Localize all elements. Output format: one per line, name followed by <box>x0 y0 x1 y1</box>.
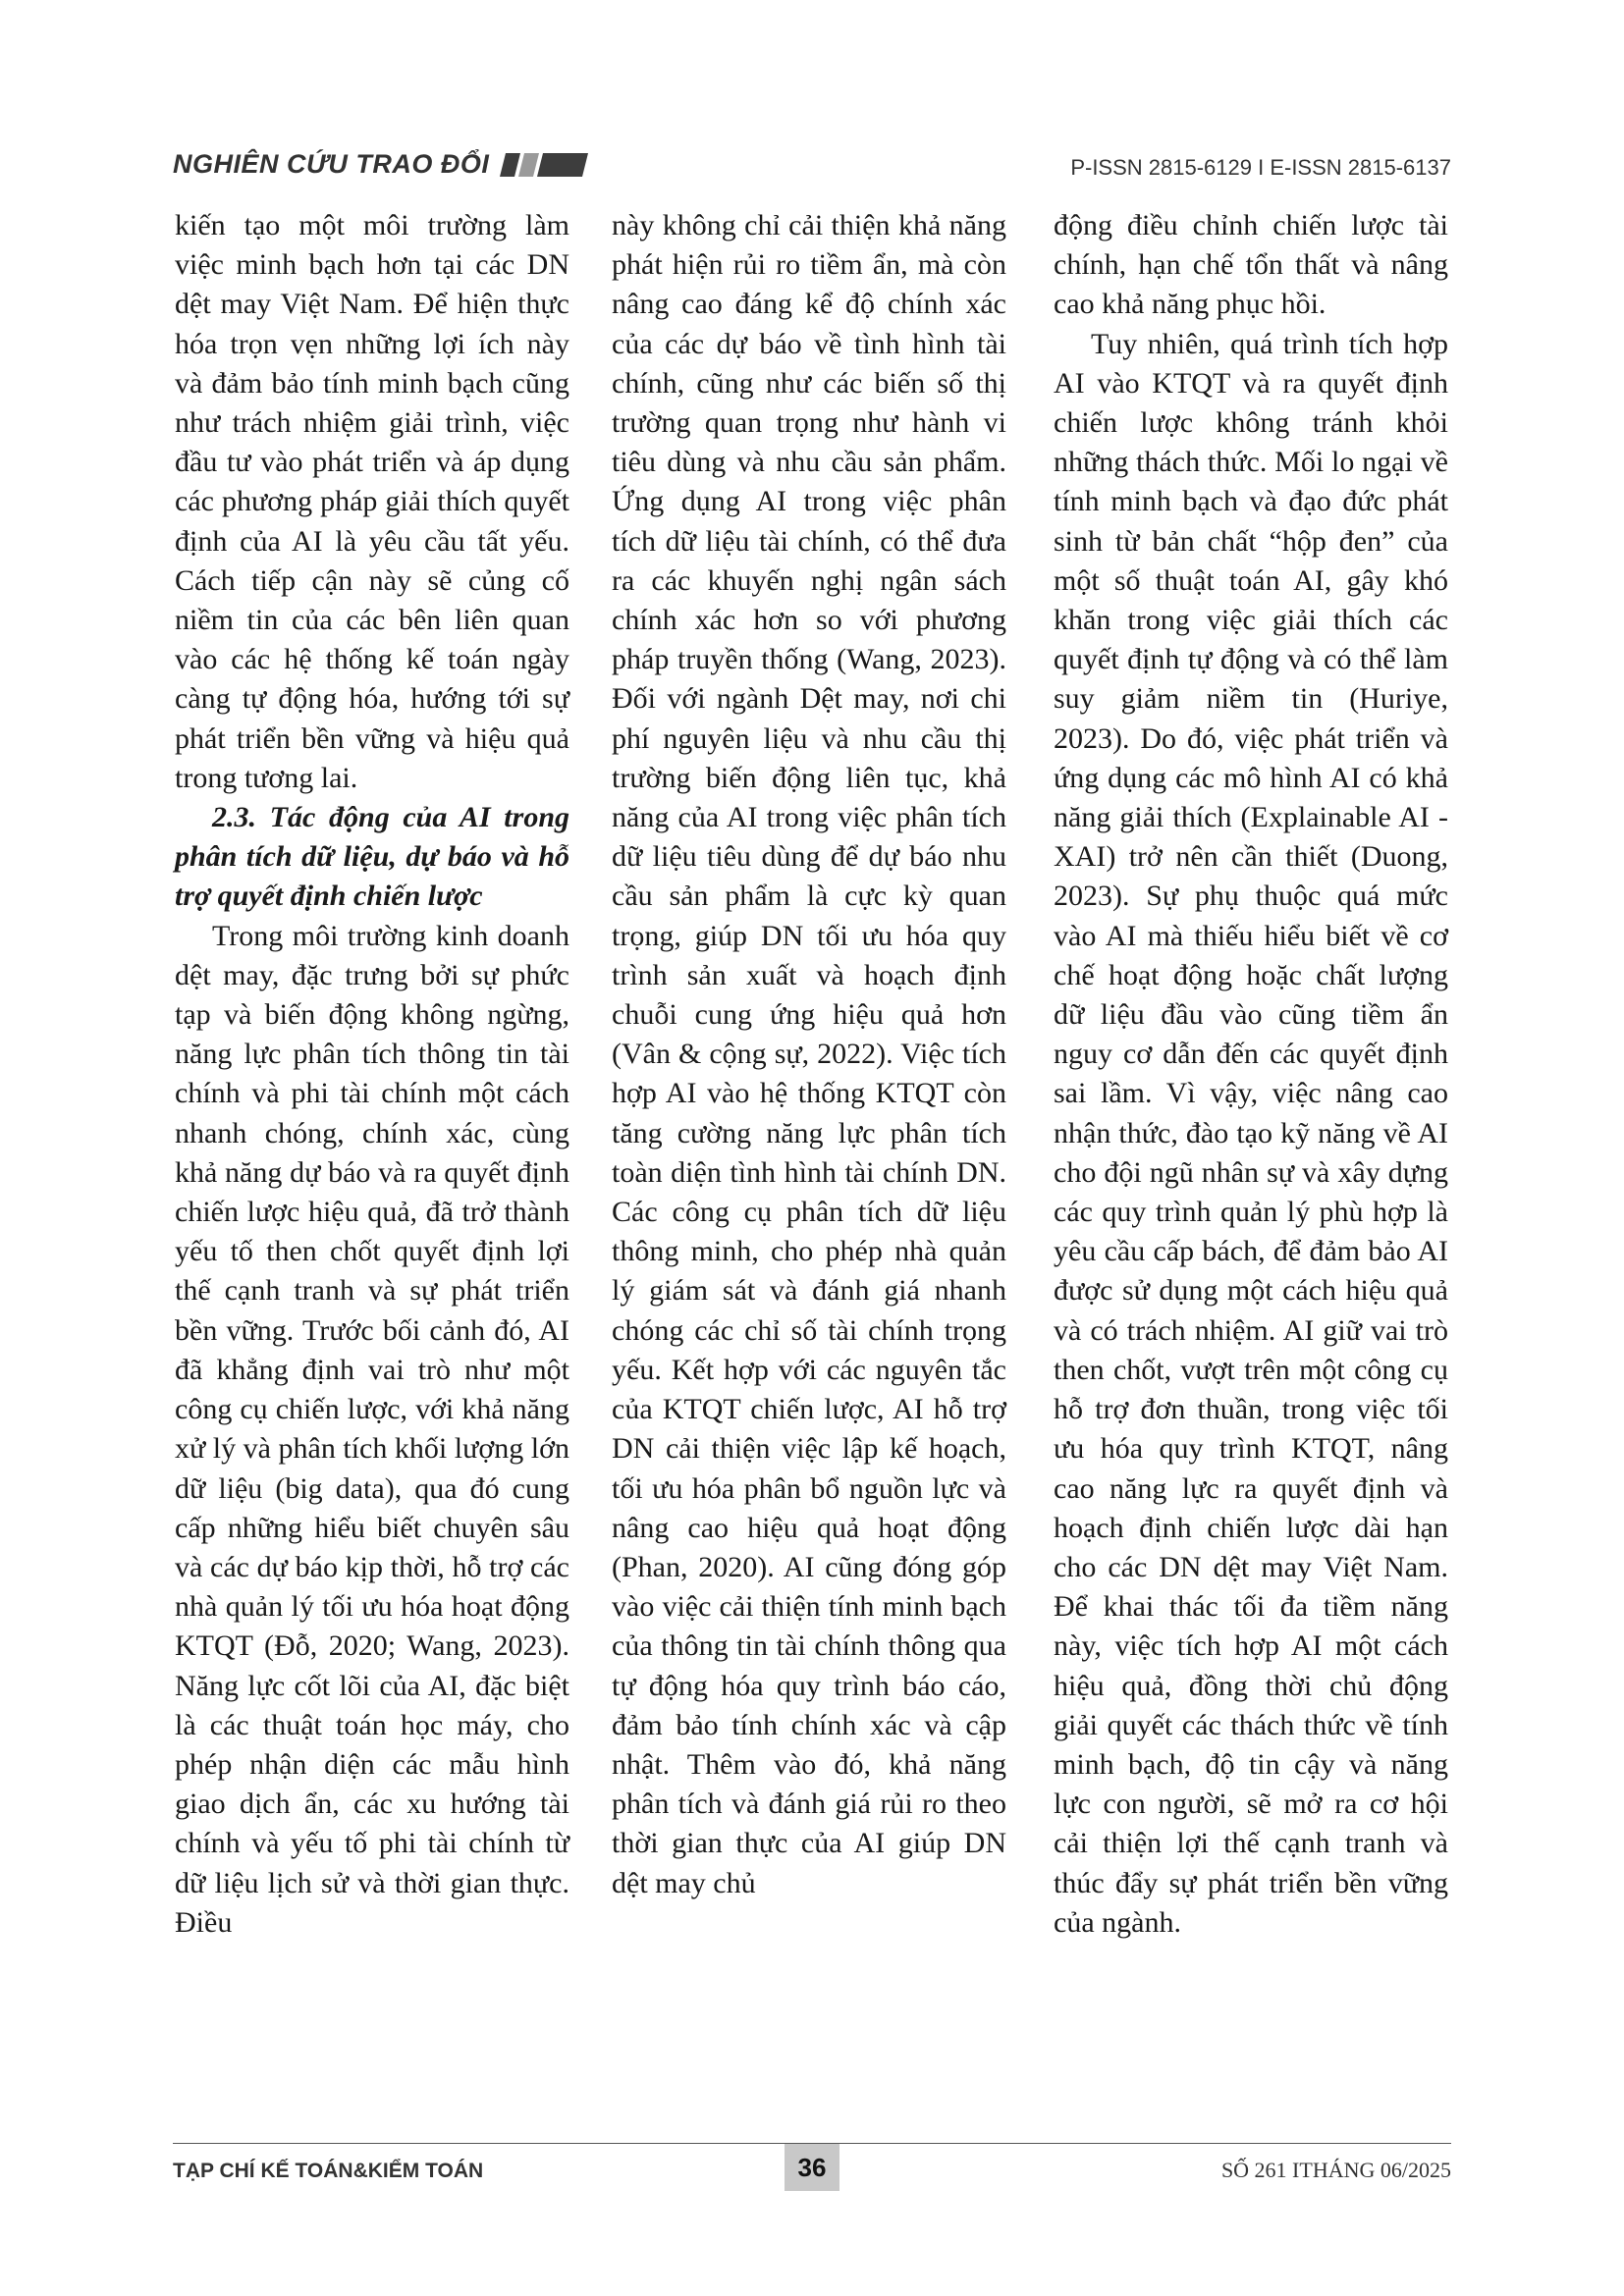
section-title: NGHIÊN CỨU TRAO ĐỔI <box>173 149 490 179</box>
header-bar-1 <box>500 153 520 177</box>
col1-paragraph-2: Trong môi trường kinh doanh dệt may, đặc trưng bởi sự phức tạp và biến động không ngừng, năng lực phân tích thông tin tài chính và phi tài chính một cách nhanh chóng, chính xác, cùng khả năng dự báo và ra quyết định chiến lược hiệu quả, đã trở thành yếu tố then chốt quyết định lợi thế cạnh tranh và sự phát triển bền vững. Trước bối cảnh đó, AI đã khẳng định vai trò như một công cụ chiến lược, với khả năng xử lý và phân tích khối lượng lớn dữ liệu (big data), qua đó cung cấp những hiểu biết chuyên sâu và các dự báo kịp thời, hỗ trợ các nhà quản lý tối ưu hóa hoạt động KTQT (Đỗ, 2020; Wang, 2023). Năng lực cốt lõi của AI, đặc biệt là các thuật toán học máy, cho phép nhận diện các mẫu hình giao dịch ẩn, các xu hướng tài chính và yếu tố phi tài chính từ dữ liệu lịch sử và thời gian thực. Điều <box>175 919 569 1939</box>
col2-paragraph-1: này không chỉ cải thiện khả năng phát hiện rủi ro tiềm ẩn, mà còn nâng cao đáng kể độ chính xác của các dự báo về tình hình tài chính, cũng như các biến số thị trường quan trọng như hành vi tiêu dùng và nhu cầu sản phẩm. Ứng dụng AI trong việc phân tích dữ liệu tài chính, có thể đưa ra các khuyến nghị ngân sách chính xác hơn so với phương pháp truyền thống (Wang, 2023). Đối với ngành Dệt may, nơi chi phí nguyên liệu và nhu cầu thị trường biến động liên tục, khả năng của AI trong việc phân tích dữ liệu tiêu dùng để dự báo nhu cầu sản phẩm là cực kỳ quan trọng, giúp DN tối ưu hóa quy trình sản xuất và hoạch định chuỗi cung ứng hiệu quả hơn (Vân & cộng sự, 2022). Việc tích hợp AI vào hệ thống KTQT còn tăng cường năng lực phân tích toàn diện tình hình tài chính DN. Các công cụ phân tích dữ liệu thông minh, cho phép nhà quản lý giám sát và đánh giá nhanh chóng các chỉ số tài chính trọng yếu. Kết hợp với các nguyên tắc của KTQT chiến lược, AI hỗ trợ DN cải thiện việc lập kế hoạch, tối ưu hóa phân bổ nguồn lực và nâng cao hiệu quả hoạt động (Phan, 2020). AI cũng đóng góp vào việc cải thiện tính minh bạch của thông tin tài chính thông qua tự động hóa quy trình báo cáo, đảm bảo tính chính xác và cập nhật. Thêm vào đó, khả năng phân tích và đánh giá rủi ro theo thời gian thực của AI giúp DN dệt may chủ <box>612 209 1006 1899</box>
col3-paragraph-2: Tuy nhiên, quá trình tích hợp AI vào KTQT và ra quyết định chiến lược không tránh khỏi những thách thức. Mối lo ngại về tính minh bạch và đạo đức phát sinh từ bản chất “hộp đen” của một số thuật toán AI, gây khó khăn trong việc giải thích các quyết định tự động và có thể làm suy giảm niềm tin (Huriye, 2023). Do đó, việc phát triển và ứng dụng các mô hình AI có khả năng giải thích (Explainable AI - XAI) trở nên cần thiết (Duong, 2023). Sự phụ thuộc quá mức vào AI mà thiếu hiểu biết về cơ chế hoạt động hoặc chất lượng dữ liệu đầu vào cũng tiềm ẩn nguy cơ dẫn đến các quyết định sai lầm. Vì vậy, việc nâng cao nhận thức, đào tạo kỹ năng về AI cho đội ngũ nhân sự và xây dựng các quy trình quản lý phù hợp là yêu cầu cấp bách, để đảm bảo AI được sử dụng một cách hiệu quả và có trách nhiệm. AI giữ vai trò then chốt, vượt trên một công cụ hỗ trợ đơn thuần, trong việc tối ưu hóa quy trình KTQT, nâng cao năng lực ra quyết định và hoạch định chiến lược dài hạn cho các DN dệt may Việt Nam. Để khai thác tối đa tiềm năng này, việc tích hợp AI một cách hiệu quả, đồng thời chủ động giải quyết các thách thức về tính minh bạch, độ tin cậy và năng lực con người, sẽ mở ra cơ hội cải thiện lợi thế cạnh tranh và thúc đẩy sự phát triển bền vững của ngành. <box>1054 327 1448 1939</box>
issn-label: P-ISSN 2815-6129 I E-ISSN 2815-6137 <box>1070 155 1451 180</box>
issue-label: SỐ 261 ITHÁNG 06/2025 <box>1220 2158 1451 2182</box>
header-bar-2 <box>518 153 539 177</box>
journal-name: TẠP CHÍ KẾ TOÁN&KIỂM TOÁN <box>173 2160 484 2182</box>
col3-paragraph-1: động điều chỉnh chiến lược tài chính, hạn chế tổn thất và nâng cao khả năng phục hồi. <box>1054 209 1448 321</box>
section-heading: 2.3. Tác động của AI trong phân tích dữ liệu, dự báo và hỗ trợ quyết định chiến lược <box>175 801 569 913</box>
header-bar-3 <box>537 153 588 177</box>
running-header <box>173 149 585 180</box>
text-column-1 <box>175 206 569 1943</box>
page-number: 36 <box>785 2144 839 2191</box>
header-bars-decoration <box>503 153 585 177</box>
text-column-3 <box>1054 206 1448 1943</box>
text-column-2 <box>612 206 1006 1903</box>
col1-paragraph-1: kiến tạo một môi trường làm việc minh bạch hơn tại các DN dệt may Việt Nam. Để hiện thực hóa trọn vẹn những lợi ích này và đảm bảo tính minh bạch cũng như trách nhiệm giải trình, việc đầu tư vào phát triển và áp dụng các phương pháp giải thích quyết định của AI là yêu cầu tất yếu. Cách tiếp cận này sẽ củng cố niềm tin của các bên liên quan vào các hệ thống kế toán ngày càng tự động hóa, hướng tới sự phát triển bền vững và hiệu quả trong tương lai. <box>175 209 569 794</box>
